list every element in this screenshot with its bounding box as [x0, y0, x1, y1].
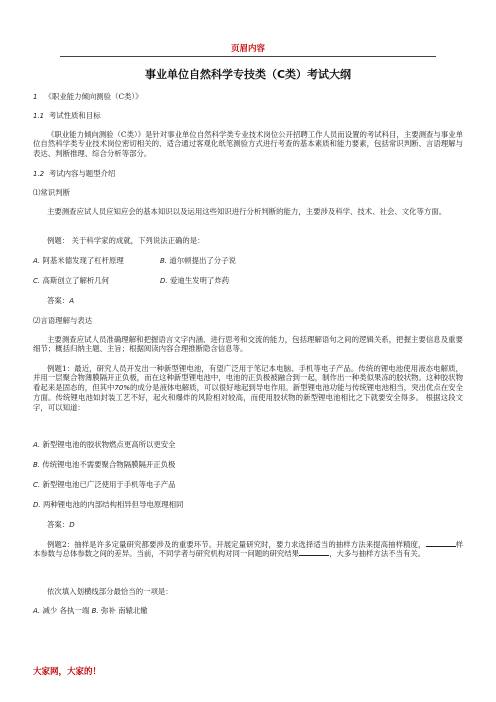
- example-2-option-a: [33, 440, 176, 450]
- section-1-heading: [33, 92, 143, 102]
- fill-blank: [426, 540, 456, 547]
- option-key: D.: [160, 277, 168, 285]
- option-key: C.: [33, 481, 41, 489]
- section-label: 考试性质和目标: [48, 111, 101, 120]
- question-text: 的成分是液体电解质，可以很好地起到导电作用。新型锂电池功能与传统锂电池相当，突出优点在安全方面。传统锂电池如封装工艺不好，起火和爆炸的风险相对较高，而使用胶状物的新型锂电池相比之下就要安全得多。 根据这段文字，可以知道：: [33, 382, 463, 412]
- page-title: 事业单位自然科学专技类（C类）考试大纲: [144, 68, 352, 81]
- option-key: C.: [33, 277, 41, 285]
- example-3-question: [33, 540, 463, 559]
- example-3-options: [33, 606, 148, 616]
- fill-blank: [299, 549, 329, 556]
- option-text: 道尔顿提出了分子说: [169, 256, 236, 265]
- option-key: A.: [33, 257, 41, 265]
- option-text: 爱迪生发明了炸药: [169, 276, 230, 285]
- example-2-option-d: [33, 500, 183, 510]
- section-number: 1: [33, 93, 38, 101]
- example-2-option-c: [33, 480, 176, 490]
- option-text: 新型锂电池的胶状物燃点更高所以更安全: [42, 440, 176, 449]
- header-divider: [60, 56, 436, 57]
- subsection-common-sense: ⑴常识判断: [33, 188, 70, 197]
- question-text: 例题2：抽样是许多定量研究都要涉及的重要环节。开展定量研究时，要力求选择适当的抽样方法来提高抽样精度，: [47, 540, 426, 549]
- question-text: 样本参数与总体参数之间的差异。当前，不同学者与研究机构对同一问题的研究结果: [33, 540, 463, 559]
- option-key: B.: [91, 607, 99, 615]
- paragraph-common-sense: 主要测查应试人员应知应会的基本知识以及运用这些知识进行分析判断的能力，主要涉及科学、技术、社会、文化等方面。: [47, 207, 447, 216]
- option-text: 新型锂电池已广泛使用于手机等电子产品: [42, 480, 176, 489]
- section-number: 1.2: [33, 170, 45, 178]
- example-1-option-a: [33, 256, 124, 266]
- option-text: 高斯创立了解析几何: [42, 276, 110, 285]
- page-header: 页眉内容: [230, 44, 265, 54]
- option-key: D.: [33, 501, 41, 509]
- question-number: 70%: [114, 383, 130, 392]
- option-text: 阿基米德发现了杠杆原理: [42, 256, 124, 265]
- page-footer: 大家网，大家的！: [33, 667, 102, 677]
- section-label: 《职业能力倾向测验（C类）》: [44, 92, 143, 101]
- section-number: 1.1: [33, 112, 45, 120]
- option-text: 减少 各执一端: [42, 606, 90, 615]
- option-key: A.: [33, 607, 41, 615]
- paragraph-exam-purpose: 《职业能力倾向测验（C类）》是针对事业单位自然科学类专业技术岗位公开招聘工作人员而设置的考试科目，主要测查与事业单位自然科学类专业技术岗位密切相关的、适合通过客观化纸笔测验方式进行考查的基本素质和能力要素，包括常识判断、言语理解与表达、判断推理、综合分析等部分。: [33, 130, 463, 158]
- section-1-1-heading: [33, 111, 101, 121]
- option-key: B.: [160, 257, 168, 265]
- example-1-answer: [47, 296, 74, 306]
- question-text: ，大多与抽样方法不当有关。: [329, 549, 426, 559]
- paragraph-verbal: 主要测查应试人员准确理解和把握语言文字内涵、进行思考和交流的能力，包括理解语句之间的逻辑关系，把握主要信息及重要细节；概括归纳主题、主旨；根据阅读内容合理推断隐含信息等。: [33, 335, 463, 354]
- option-text: 传统锂电池不需要聚合物隔膜隔开正负极: [42, 460, 176, 469]
- answer-value: A: [69, 297, 74, 305]
- example-2-answer: [47, 520, 75, 530]
- subsection-verbal: ⑵言语理解与表达: [33, 316, 93, 325]
- section-1-2-heading: [33, 169, 115, 179]
- answer-value: D: [69, 521, 75, 529]
- option-text: 两种锂电池的内部结构相异但导电原理相同: [42, 500, 184, 509]
- example-1-option-d: [160, 276, 229, 286]
- example-1-option-b: [160, 256, 236, 266]
- example-1-question: 例题： 关于科学家的成就，下列说法正确的是：: [47, 236, 205, 245]
- option-text: 弥补 南辕北辙: [100, 606, 148, 615]
- example-2-question: [33, 364, 463, 412]
- section-label: 考试内容与题型介绍: [48, 169, 116, 178]
- example-1-option-c: [33, 276, 109, 286]
- option-key: A.: [33, 441, 41, 449]
- option-key: B.: [33, 461, 41, 469]
- example-3-prompt: 依次填入划横线部分最恰当的一项是：: [47, 587, 173, 596]
- example-2-option-b: [33, 460, 175, 470]
- answer-label: 答案：: [47, 296, 70, 305]
- question-text: 例题1：最近，研究人员开发出一种新型锂电池，有望广泛用于笔记本电脑、手机等电子产品。传统的锂电池使用液态电解质，并用一层聚合物薄膜隔开正负极，而在这种新型锂电池中，电池的正负极被融合到一起，制作出一种类似果冻的胶状物。这种胶状物看起来是固态的，但其中: [33, 364, 463, 392]
- answer-label: 答案：: [47, 520, 70, 529]
